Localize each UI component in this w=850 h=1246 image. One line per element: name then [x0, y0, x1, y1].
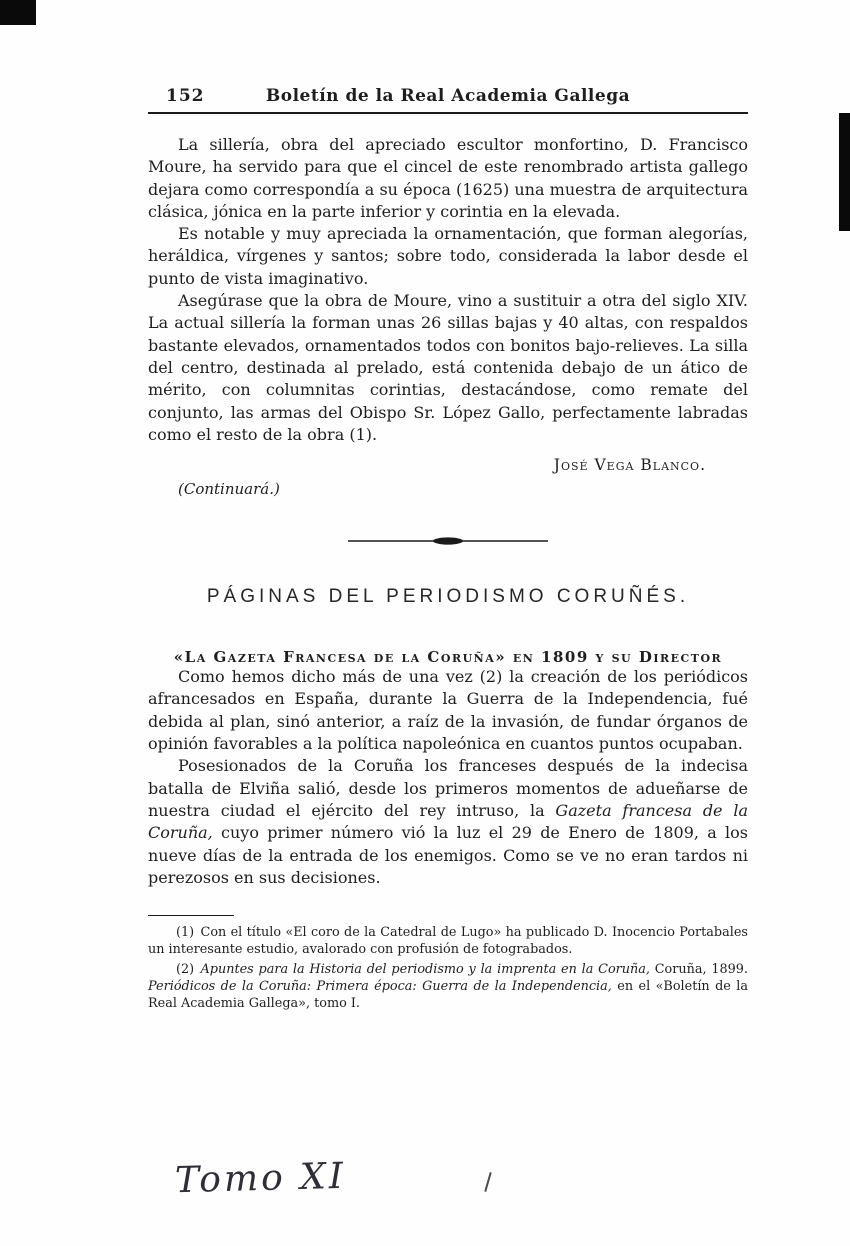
- section-divider: [348, 534, 548, 548]
- page-content: [148, 86, 748, 1012]
- scan-artifact-right-bar: [839, 113, 850, 231]
- footnote-segment: (2): [176, 961, 201, 977]
- footnote: (1) Con el título «El coro de la Catedral de Lugo» ha publicado D. Inocencio Portabales un interesante estudio, avalorado con profusión de fotograbados.: [148, 925, 748, 958]
- paragraph: La sillería, obra del apreciado escultor monfortino, D. Francisco Moure, ha servido para que el cincel de este renombrado artista gallego dejara como correspondía a su época (1625) una muestra de arquitectura clásica, jónica en la parte inferior y corintia en la elevada.: [148, 135, 748, 221]
- footnote-segment: en el «Boletín de la Real Academia Gallega», tomo I.: [148, 978, 749, 1011]
- page-number: 152: [166, 86, 205, 106]
- paragraph-segment-italic: Gazeta francesa de la Coruña,: [148, 800, 748, 843]
- footnote-segment: Coruña, 1899.: [649, 961, 748, 977]
- footnote-rule: [148, 915, 234, 916]
- article-subtitle: «La Gazeta Francesa de la Coruña» en 1809 y su Director: [173, 648, 723, 667]
- paragraph: Asegúrase que la obra de Moure, vino a sustituir a otra del siglo XIV. La actual sillería la forman unas 26 sillas bajas y 40 altas, con respaldos bastante elevados, ornamentados todos con bonitos bajo-relieves. La silla del centro, destinada al prelado, está contenida debajo de un ático de mérito, con columnitas corintias, destacándose, como remate del conjunto, las armas del Obispo Sr. López Gallo, perfectamente labradas como el resto de la obra (1).: [148, 291, 748, 444]
- author-signature: José Vega Blanco.: [553, 456, 706, 475]
- article-title: PÁGINAS DEL PERIODISMO CORUÑÉS.: [206, 586, 690, 608]
- paragraph-segment: cuyo primer número vió la luz el 29 de Enero de 1809, a los nueve días de la entrada de los enemigos. Como se ve no eran tardos ni perezosos en sus decisiones.: [148, 823, 748, 887]
- journal-title: Boletín de la Real Academia Gallega: [265, 86, 631, 106]
- page-header: [148, 86, 748, 114]
- footnote-segment-italic: Periódicos de la Coruña: Primera época: Guerra de la Independencia,: [148, 978, 612, 994]
- paragraph: [148, 755, 748, 889]
- footnote: [148, 961, 748, 1013]
- scan-artifact-corner: [0, 0, 36, 25]
- pen-mark: [484, 1172, 491, 1192]
- footnote-segment-italic: Apuntes para la Historia del periodismo y la imprenta en la Coruña,: [200, 961, 650, 977]
- handwritten-note: Tomo XI: [174, 1155, 347, 1202]
- paragraph: Es notable y muy apreciada la ornamentación, que forman alegorías, heráldica, vírgenes y santos; sobre todo, considerada la labor desde el punto de vista imaginativo.: [148, 224, 748, 288]
- paragraph-segment: Posesionados de la Coruña los franceses después de la indecisa batalla de Elviña salió, desde los primeros momentos de adueñarse de nuestra ciudad el ejército del rey intruso, la: [148, 756, 748, 820]
- continuation-note: (Continuará.): [178, 480, 280, 499]
- paragraph: Como hemos dicho más de una vez (2) la creación de los periódicos afrancesados en España, durante la Guerra de la Independencia, fué debida al plan, sinó anterior, a raíz de la invasión, de fundar órganos de opinión favorables a la política napoleónica en cuantos puntos ocupaban.: [148, 667, 748, 754]
